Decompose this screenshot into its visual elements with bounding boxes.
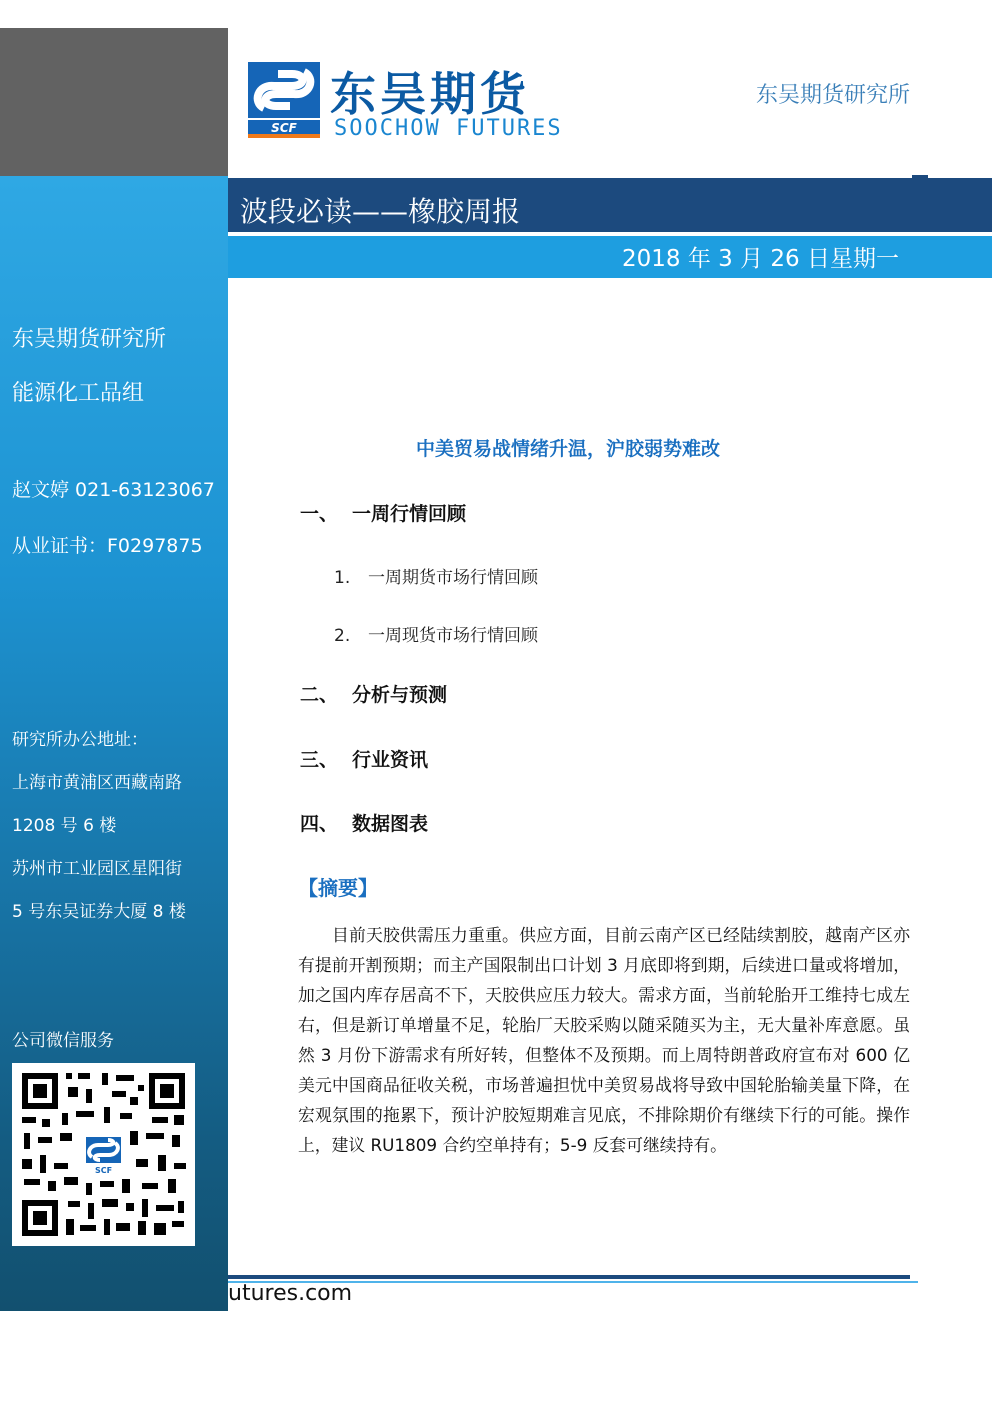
brand-name-cn: 东吴期货 bbox=[330, 67, 530, 121]
sidebar-license: 从业证书：F0297875 bbox=[12, 535, 203, 557]
sidebar-group: 能源化工品组 bbox=[12, 381, 145, 406]
sidebar-wechat-label: 公司微信服务 bbox=[12, 1031, 114, 1051]
toc-item-label: 一周现货市场行情回顾 bbox=[368, 626, 538, 646]
report-title: 波段必读——橡胶周报 bbox=[240, 195, 521, 228]
summary-heading: 【摘要】 bbox=[298, 876, 378, 900]
toc-item-number: 2. bbox=[334, 626, 351, 646]
toc-item-label: 一周行情回顾 bbox=[352, 503, 467, 525]
sidebar bbox=[0, 176, 228, 1311]
toc-item-number: 四、 bbox=[300, 813, 339, 835]
scf-logo-icon bbox=[248, 62, 328, 140]
sidebar-address-line: 5 号东吴证券大厦 8 楼 bbox=[12, 902, 186, 922]
sidebar-address-label: 研究所办公地址： bbox=[12, 730, 148, 750]
toc-item-number: 1. bbox=[334, 568, 351, 588]
toc-item-label: 分析与预测 bbox=[352, 684, 448, 706]
sidebar-address-line: 上海市黄浦区西藏南路 bbox=[12, 773, 182, 793]
summary-paragraph: 目前天胶供需压力重重。供应方面，目前云南产区已经陆续割胶，越南产区亦有提前开割预期；而主产国限制出口计划 3 月底即将到期，后续进口量或将增加，加之国内库存居高不下，天胶供应压力较大。需求方面，当前轮胎开工维持七成左右，但是新订单增量不足，轮胎厂天胶采购以随采随买为主，无大量补库意愿。虽然 3 月份下游需求有所好转，但整体不及预期。而上周特朗普政府宣布对 600 亿美元中国商品征收关税，市场普遍担忧中美贸易战将导致中国轮胎输美量下降，在宏观氛围的拖累下，预计沪胶短期难言见底，不排除期价有继续下行的可能。操作上，建议 RU1809 合约空单持有；5-9 反套可继续持有。 bbox=[298, 925, 910, 1155]
sidebar-address-line: 1208 号 6 楼 bbox=[12, 816, 117, 836]
scf-logo-mark: SCF bbox=[271, 121, 297, 135]
toc-item[interactable] bbox=[300, 809, 428, 836]
toc-item[interactable] bbox=[300, 499, 466, 526]
report-headline: 中美贸易战情绪升温，沪胶弱势难改 bbox=[416, 438, 721, 460]
toc-item-label: 数据图表 bbox=[352, 813, 429, 835]
qr-code-icon bbox=[12, 1063, 195, 1246]
toc-item-number: 三、 bbox=[300, 749, 339, 771]
date-banner bbox=[228, 236, 992, 278]
toc-item[interactable] bbox=[300, 680, 447, 707]
wechat-qr-code bbox=[12, 1063, 195, 1246]
toc-subitem[interactable] bbox=[334, 621, 538, 646]
toc-item-number: 一、 bbox=[300, 503, 339, 525]
report-date: 2018 年 3 月 26 日星期一 bbox=[622, 246, 899, 272]
toc-subitem[interactable] bbox=[334, 563, 538, 588]
sidebar-org: 东吴期货研究所 bbox=[12, 327, 167, 352]
toc-item-number: 二、 bbox=[300, 684, 339, 706]
toc-item-label: 一周期货市场行情回顾 bbox=[368, 568, 538, 588]
toc-item-label: 行业资讯 bbox=[352, 749, 429, 771]
header-institute-label: 东吴期货研究所 bbox=[755, 83, 910, 108]
brand-name-en: SOOCHOW FUTURES bbox=[334, 116, 563, 141]
title-banner bbox=[228, 178, 992, 232]
qr-logo-mark: SCF bbox=[94, 1166, 113, 1175]
header-gray-block bbox=[0, 28, 228, 176]
toc-item[interactable] bbox=[300, 745, 428, 772]
title-banner-tick bbox=[912, 175, 928, 178]
footer-divider bbox=[228, 1275, 910, 1279]
sidebar-analyst: 赵文婷 021-63123067 bbox=[12, 479, 215, 501]
sidebar-address-line: 苏州市工业园区星阳街 bbox=[12, 859, 182, 879]
footer-url[interactable]: utures.com bbox=[228, 1281, 353, 1306]
